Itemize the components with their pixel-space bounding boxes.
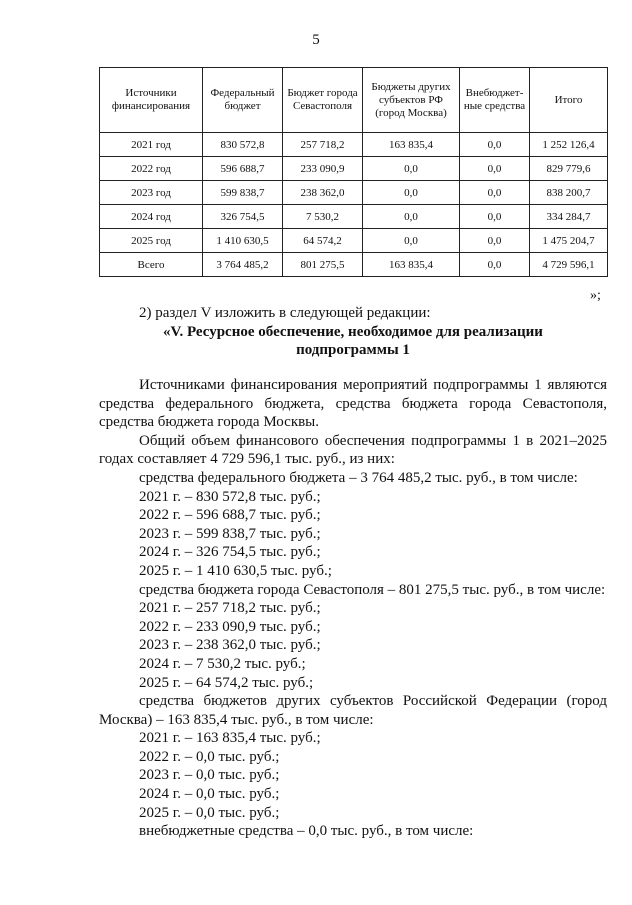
moscow-year-2021: 2021 г. – 163 835,4 тыс. руб.; — [139, 730, 321, 747]
sevastopol-year-2021: 2021 г. – 257 718,2 тыс. руб.; — [139, 600, 321, 617]
section-title-line-1: «V. Ресурсное обеспечение, необходимое для реализации — [163, 323, 543, 340]
table-row — [100, 157, 608, 181]
federal-year-2021: 2021 г. – 830 572,8 тыс. руб.; — [139, 488, 321, 505]
table-cell: 0,0 — [363, 181, 460, 205]
table-cell: 596 688,7 — [203, 157, 283, 181]
table-cell: 334 284,7 — [530, 205, 608, 229]
header-cell-other-subjects: Бюджеты других субъектов РФ (город Москва) — [363, 68, 460, 133]
table-cell: 0,0 — [460, 181, 530, 205]
table-cell: 0,0 — [460, 229, 530, 253]
header-cell-source: Источники финансирования — [100, 68, 203, 133]
federal-year-2024: 2024 г. – 326 754,5 тыс. руб.; — [139, 544, 321, 561]
paragraph-sources: Источниками финансирования мероприятий подпрограммы 1 являются средства федерального бюджета, средства бюджета города Севастополя, средства бюджета города Москвы. — [99, 377, 607, 431]
table-cell: 1 475 204,7 — [530, 229, 608, 253]
moscow-year-2024: 2024 г. – 0,0 тыс. руб.; — [139, 786, 280, 803]
table-cell: 599 838,7 — [203, 181, 283, 205]
table-row — [100, 229, 608, 253]
table-cell: 4 729 596,1 — [530, 253, 608, 277]
table-cell: 0,0 — [460, 133, 530, 157]
table-row — [100, 205, 608, 229]
moscow-year-2022: 2022 г. – 0,0 тыс. руб.; — [139, 748, 280, 765]
moscow-year-2025: 2025 г. – 0,0 тыс. руб.; — [139, 804, 280, 821]
moscow-intro: средства бюджетов других субъектов Российской Федерации (город Москва) – 163 835,4 тыс. руб., в том числе: — [99, 693, 607, 728]
page-number: 5 — [312, 32, 320, 48]
table-cell: 2022 год — [100, 157, 203, 181]
table-cell: 64 574,2 — [283, 229, 363, 253]
federal-year-2022: 2022 г. – 596 688,7 тыс. руб.; — [139, 507, 321, 524]
table-cell: 838 200,7 — [530, 181, 608, 205]
table-cell: 0,0 — [460, 205, 530, 229]
table-cell: 3 764 485,2 — [203, 253, 283, 277]
sevastopol-year-2023: 2023 г. – 238 362,0 тыс. руб.; — [139, 637, 321, 654]
section-title-line-2: подпрограммы 1 — [296, 342, 410, 359]
table-row-total — [100, 253, 608, 277]
table-cell: 233 090,9 — [283, 157, 363, 181]
financing-table — [99, 67, 608, 277]
table-cell: 2023 год — [100, 181, 203, 205]
closing-quote-mark: »; — [590, 288, 601, 303]
table-cell: Всего — [100, 253, 203, 277]
table-cell: 238 362,0 — [283, 181, 363, 205]
table-cell: 0,0 — [460, 157, 530, 181]
amendment-block — [99, 304, 607, 360]
table-row — [100, 133, 608, 157]
extrabudget-intro: внебюджетные средства – 0,0 тыс. руб., в том числе: — [139, 823, 474, 840]
header-cell-federal: Федеральный бюджет — [203, 68, 283, 133]
sevastopol-intro: средства бюджета города Севастополя – 801 275,5 тыс. руб., в том числе: — [139, 581, 606, 598]
table-row — [100, 181, 608, 205]
table-cell: 163 835,4 — [363, 133, 460, 157]
table-cell: 0,0 — [363, 229, 460, 253]
table-cell: 2025 год — [100, 229, 203, 253]
header-cell-total: Итого — [530, 68, 608, 133]
sevastopol-year-2025: 2025 г. – 64 574,2 тыс. руб.; — [139, 674, 314, 691]
table-cell: 1 252 126,4 — [530, 133, 608, 157]
table-cell: 7 530,2 — [283, 205, 363, 229]
table-cell: 0,0 — [363, 157, 460, 181]
federal-year-2023: 2023 г. – 599 838,7 тыс. руб.; — [139, 525, 321, 542]
sevastopol-year-2022: 2022 г. – 233 090,9 тыс. руб.; — [139, 618, 321, 635]
paragraph-total: Общий объем финансового обеспечения подпрограммы 1 в 2021–2025 годах составляет 4 729 596,1 тыс. руб., из них: — [99, 432, 607, 468]
table-cell: 829 779,6 — [530, 157, 608, 181]
table-cell: 830 572,8 — [203, 133, 283, 157]
table-cell: 0,0 — [460, 253, 530, 277]
table-cell: 0,0 — [363, 205, 460, 229]
moscow-year-2023: 2023 г. – 0,0 тыс. руб.; — [139, 767, 280, 784]
table-cell: 2024 год — [100, 205, 203, 229]
table-cell: 326 754,5 — [203, 205, 283, 229]
header-cell-extrabudget: Внебюджет-ные средства — [460, 68, 530, 133]
table-cell: 801 275,5 — [283, 253, 363, 277]
amendment-text: 2) раздел V изложить в следующей редакции: — [139, 305, 431, 321]
table-cell: 2021 год — [100, 133, 203, 157]
sevastopol-year-2024: 2024 г. – 7 530,2 тыс. руб.; — [139, 655, 306, 672]
federal-year-2025: 2025 г. – 1 410 630,5 тыс. руб.; — [139, 562, 332, 579]
table-cell: 257 718,2 — [283, 133, 363, 157]
table-cell: 1 410 630,5 — [203, 229, 283, 253]
section-body — [99, 376, 607, 841]
table-cell: 163 835,4 — [363, 253, 460, 277]
federal-intro: средства федерального бюджета – 3 764 485,2 тыс. руб., в том числе: — [139, 469, 578, 486]
header-cell-sevastopol: Бюджет города Севастополя — [283, 68, 363, 133]
table-header-row — [100, 68, 608, 133]
